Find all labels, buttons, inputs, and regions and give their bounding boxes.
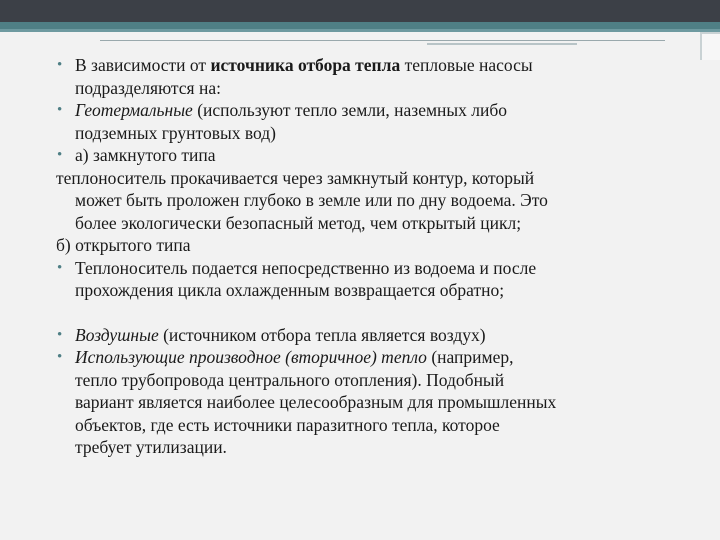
paragraph-closed-description [56,167,716,235]
text-run: б) открытого типа [56,235,191,255]
text-run: (используют тепло земли, наземных либо [192,100,508,120]
text-run: теплоноситель прокачивается через замкнутый контур, который [56,167,535,188]
text-run: подразделяются на: [75,77,221,98]
italic-term: Геотермальные [75,100,193,120]
text-run: тепловые насосы [400,55,533,75]
italic-term: Использующие производное (вторичное) тепло [75,347,427,367]
bullet-air [56,324,716,347]
text-run: а) замкнутого типа [75,145,216,165]
paragraph-open-type [56,234,716,257]
text-run: объектов, где есть источники паразитного тепла, которое [75,414,500,435]
italic-term: Воздушные [75,324,159,345]
header-bar-teal [0,22,720,29]
text-run: может быть проложен глубоко в земле или по дну водоема. Это [75,190,548,210]
slide-body [56,54,716,459]
title-rule [100,40,665,41]
text-run: В зависимости от [75,55,211,75]
bullet-geothermal [56,99,716,144]
bullet-open-description [56,257,716,302]
text-run: Теплоноситель подается непосредственно из водоема и после [75,257,537,278]
text-run: (источником отбора тепла является воздух) [158,324,486,345]
text-run: подземных грунтовых вод) [75,122,276,143]
text-run: прохождения цикла охлажденным возвращается обратно; [75,280,505,300]
text-run: вариант является наиболее целесообразным для промышленных [75,392,557,412]
bullet-secondary-heat [56,346,716,459]
bold-term: источника отбора тепла [210,55,401,75]
header-bar-dark [0,0,720,22]
bullet-classification [56,54,716,99]
bullet-closed-type [56,144,716,167]
text-run: требует утилизации. [75,437,227,457]
spacer [56,302,716,324]
title-rule-accent [427,43,577,45]
header-bar-accent [0,29,720,32]
text-run: более экологически безопасный метод, чем открытый цикл; [75,212,522,233]
text-run: (например, [426,347,514,367]
text-run: тепло трубопровода центрального отопления). Подобный [75,369,505,390]
